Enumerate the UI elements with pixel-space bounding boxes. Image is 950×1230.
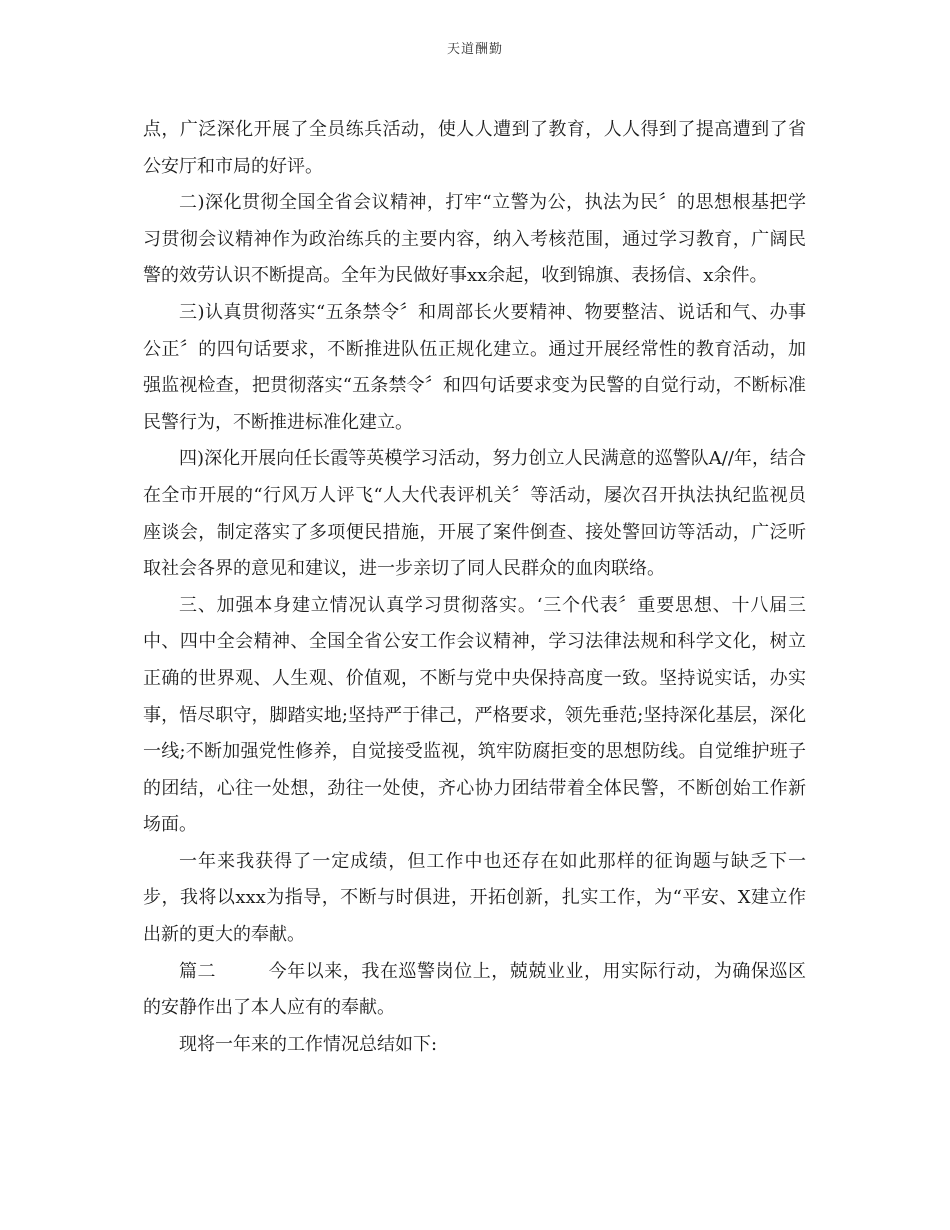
paragraph-3: 三)认真贯彻落实“五条禁令〞和周部长火要精神、物要整洁、说话和气、办事公正〞的四句话要求，不断推进队伍正规化建立。通过开展经常性的教育活动，加强监视检查，把贯彻落实“五条禁令〞和四句话要求变为民警的自觉行动，不断标准民警行为，不断推进标准化建立。 [143, 301, 806, 433]
paragraph-5: 三、加强本身建立情况认真学习贯彻落实。‘三个代表〞重要思想、十八届三中、四中全会精神、全国全省公安工作会议精神，学习法律法规和科学文化，树立正确的世界观、人生观、价值观，不断与党中央保持高度一致。坚持说实话，办实事，悟尽职守，脚踏实地;坚持严于律己，严格要求，领先垂范;坚持深化基层，深化一线;不断加强党性修养，自觉接受监视，筑牢防腐拒变的思想防线。自觉维护班子的团结，心往一处想，劲往一处使，齐心协力团结带着全体民警，不断创始工作新场面。 [143, 594, 806, 836]
section-label: 篇二 [179, 960, 217, 982]
paragraph-7 [143, 954, 806, 1027]
paragraph-2: 二)深化贯彻全国全省会议精神，打牢“立警为公，执法为民〞的思想根基把学习贯彻会议精神作为政治练兵的主要内容，纳入考核范围，通过学习教育，广阔民警的效劳认识不断提高。全年为民做好事xx余起，收到锦旗、表扬信、x余件。 [143, 192, 806, 287]
paragraph-8: 现将一年来的工作情况总结如下: [179, 1033, 438, 1055]
document-body [143, 112, 806, 1063]
paragraph-1: 点，广泛深化开展了全员练兵活动，使人人遭到了教育，人人得到了提高遭到了省公安厅和市局的好评。 [143, 119, 806, 177]
paragraph-6: 一年来我获得了一定成绩，但工作中也还存在如此那样的征询题与缺乏下一步，我将以xxx为指导，不断与时俱进，开拓创新，扎实工作，为“平安、X建立作出新的更大的奉献。 [143, 850, 806, 946]
page-header: 天道酬勤 [446, 42, 503, 57]
paragraph-4: 四)深化开展向任长霞等英模学习活动，努力创立人民满意的巡警队A//年，结合在全市开展的“行风万人评飞“人大代表评机关〞等活动，屡次召开执法执纪监视员座谈会，制定落实了多项便民措施，开展了案件倒查、接处警回访等活动，广泛听取社会各界的意见和建议，进一步亲切了同人民群众的血肉联络。 [143, 448, 806, 580]
paragraph-7-text: 今年以来，我在巡警岗位上，兢兢业业，用实际行动，为确保巡区的安静作出了本人应有的奉献。 [143, 960, 807, 1019]
